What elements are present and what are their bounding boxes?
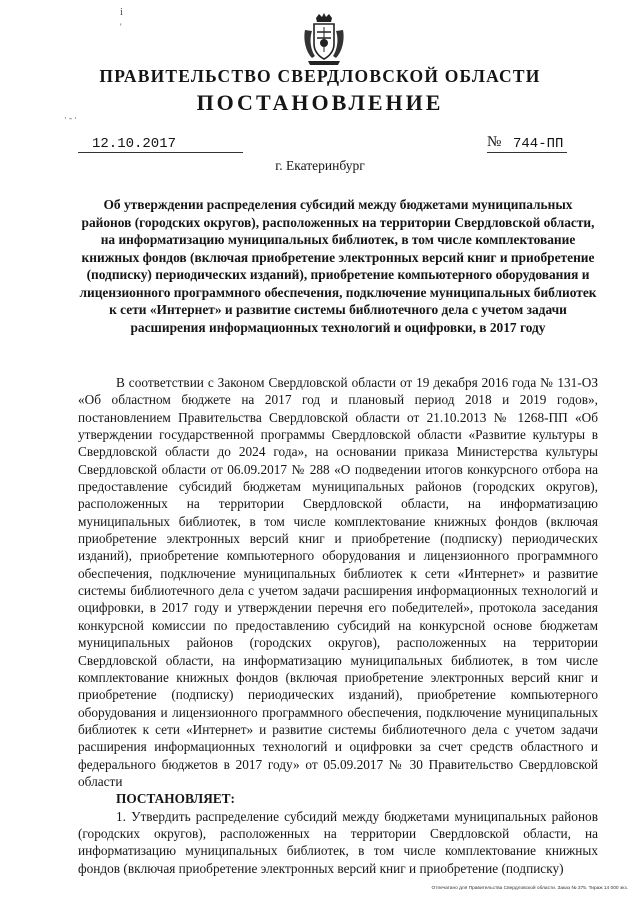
print-note: Отпечатано для Правительства Свердловской области. Заказ № 375. Тираж 14 000 экз. — [431, 886, 628, 891]
preamble-paragraph: В соответствии с Законом Свердловской области от 19 декабря 2016 года № 131-ОЗ «Об областном бюджете на 2017 год и плановый период 2018 и 2019 годов», постановлением Правительства Свердловской области от 21.10.2013 № 1268-ПП «Об утверждении государственной программы Свердловской области «Развитие культуры в Свердловской области до 2024 года», на основании приказа Министерства культуры Свердловской области от 06.09.2017 № 288 «О подведении итогов конкурсного отбора на предоставление субсидий бюджетам муниципальных районов (городских округов), расположенных на территории Свердловской области, на информатизацию муниципальных библиотек, в том числе комплектование книжных фондов (включая приобретение электронных версий книг и приобретение (подписку) периодических изданий), приобретение компьютерного оборудования и лицензионного программного обеспечения, подключение муниципальных библиотек к сети «Интернет» и развитие системы библиотечного дела с учетом задачи расширения информационных технологий и оцифровки, в 2017 году и утверждении перечня его победителей», протокола заседания конкурсной комиссии по предоставлению субсидий на конкурсной основе бюджетам муниципальных районов (городских округов), расположенных на территории Свердловской области, на информатизацию муниципальных библиотек, в том числе комплектование книжных фондов (включая приобретение электронных версий книг и приобретение (подписку) периодических изданий), приобретение компьютерного оборудования и лицензионного программного обеспечения, подключение муниципальных библиотек к сети «Интернет» и развитие системы библиотечного дела с учетом задачи расширения информационных технологий и оцифровки за счет средств областного и федерального бюджетов в 2017 году» от 05.09.2017 № 30 Правительство Свердловской области — [78, 375, 598, 789]
document-title: Об утверждении распределения субсидий между бюджетами муниципальных районов (городских округов), расположенных на территории Свердловской области, на информатизацию муниципальных библиотек, в том числе комплектование книжных фондов (включая приобретение электронных версий книг и приобретение (подписку) периодических изданий), приобретение компьютерного оборудования и лицензионного программного обеспечения, подключение муниципальных библиотек к сети «Интернет» и развитие системы библиотечного дела с учетом задачи расширения информационных технологий и оцифровки, в 2017 году — [79, 197, 597, 335]
number-underline — [487, 152, 567, 153]
decree-word: ПОСТАНОВЛЯЕТ: — [116, 791, 235, 807]
document-number: 744-ПП — [513, 136, 564, 152]
document-date: 12.10.2017 — [92, 136, 177, 152]
document-type: ПОСТАНОВЛЕНИЕ — [196, 90, 444, 115]
number-sign: № — [487, 134, 502, 150]
date-number-row — [0, 134, 640, 158]
city-line: г. Екатеринбург — [275, 158, 365, 173]
document-body — [78, 374, 598, 877]
stray-mark: ·-· — [64, 113, 79, 123]
coat-of-arms-icon — [302, 12, 346, 66]
stray-mark: і — [120, 6, 124, 18]
stray-mark: ' — [120, 22, 122, 32]
date-underline — [78, 152, 243, 153]
item-1-paragraph: 1. Утвердить распределение субсидий между бюджетами муниципальных районов (городских округов), расположенных на территории Свердловской области, на информатизацию муниципальных библиотек, в том числе комплектование книжных фондов (включая приобретение электронных версий книг и приобретение (подписку) — [78, 808, 598, 876]
government-title: ПРАВИТЕЛЬСТВО СВЕРДЛОВСКОЙ ОБЛАСТИ — [99, 66, 541, 86]
